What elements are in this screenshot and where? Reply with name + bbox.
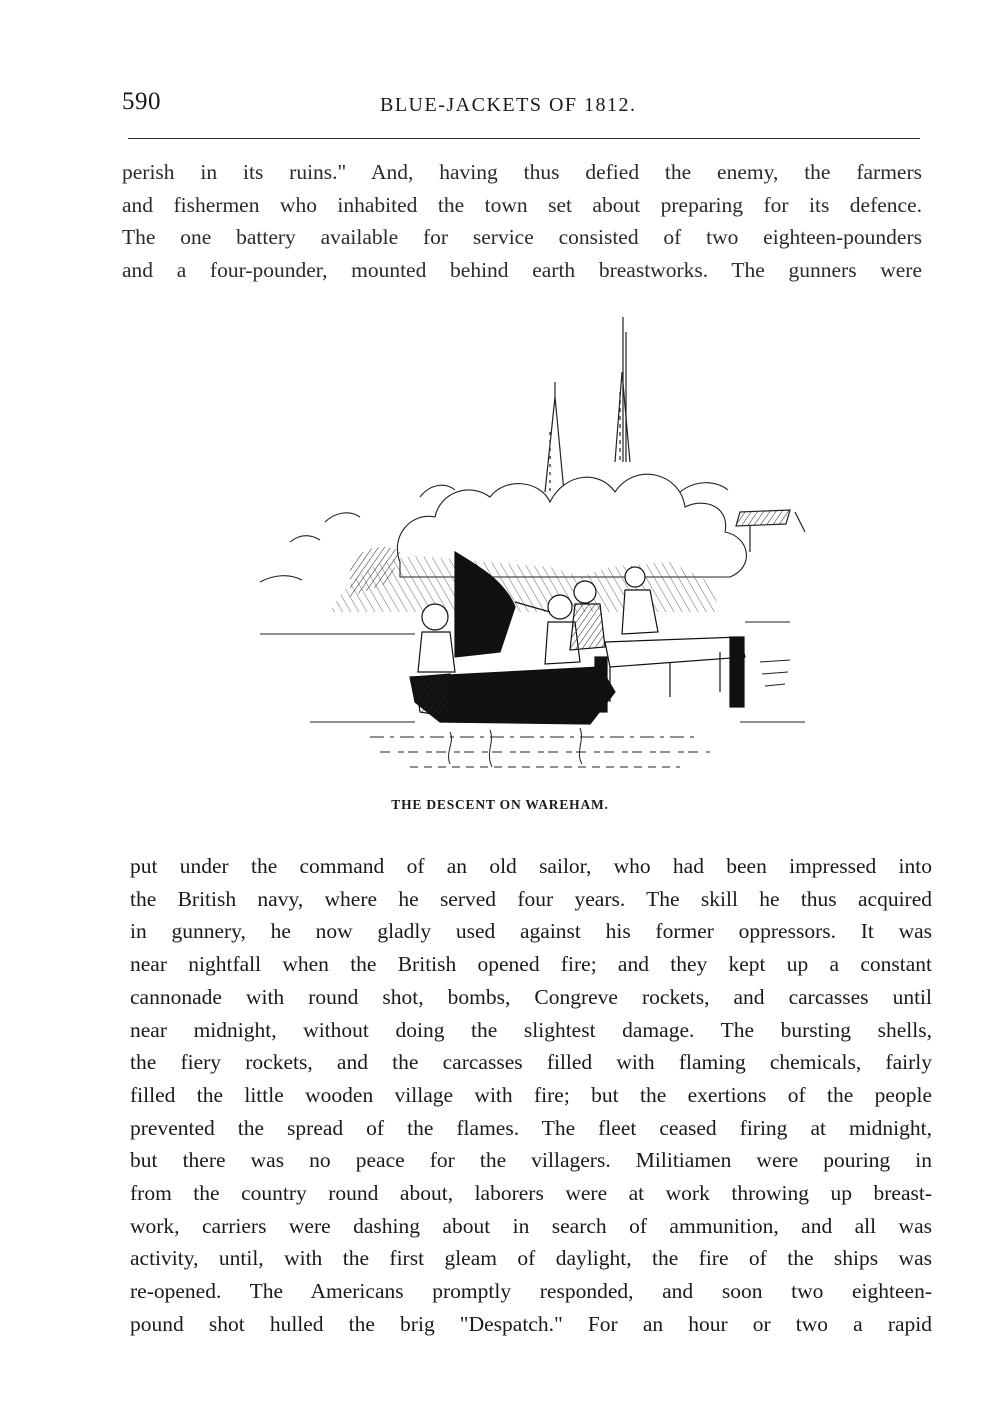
illustration-descent-on-wareham	[250, 312, 810, 777]
text-line: re-opened. The Americans promptly responded, and soon two eighteen-	[130, 1279, 932, 1304]
running-title: BLUE-JACKETS OF 1812.	[380, 94, 637, 116]
paragraph-top	[122, 156, 922, 286]
text-line: pound shot hulled the brig "Despatch." For an hour or two a rapid	[130, 1311, 932, 1336]
header-rule	[128, 138, 920, 139]
text-line: the British navy, where he served four years. The skill he thus acquired	[130, 886, 932, 911]
text-line: activity, until, with the first gleam of daylight, the fire of the ships was	[130, 1246, 932, 1271]
running-head	[122, 88, 922, 122]
text-line: The one battery available for service consisted of two eighteen-pounders	[122, 225, 922, 250]
text-line: work, carriers were dashing about in search of ammunition, and all was	[130, 1213, 932, 1238]
text-line: filled the little wooden village with fire; but the exertions of the people	[130, 1082, 932, 1107]
page-number: 590	[122, 88, 161, 115]
text-line: near midnight, without doing the slightest damage. The bursting shells,	[130, 1017, 932, 1042]
text-line: and fishermen who inhabited the town set about preparing for its defence.	[122, 192, 922, 217]
text-line: perish in its ruins." And, having thus defied the enemy, the farmers	[122, 160, 922, 184]
text-line: prevented the spread of the flames. The fleet ceased firing at midnight,	[130, 1115, 932, 1140]
text-line: put under the command of an old sailor, who had been impressed into	[130, 854, 932, 878]
text-line: cannonade with round shot, bombs, Congreve rockets, and carcasses until	[130, 984, 932, 1009]
sign-board	[736, 510, 805, 552]
text-line: but there was no peace for the villagers. Militiamen were pouring in	[130, 1148, 932, 1173]
jetty-and-wharf	[595, 637, 745, 712]
text-line: the fiery rockets, and the carcasses filled with flaming chemicals, fairly	[130, 1050, 932, 1075]
engraving-sketch	[250, 312, 810, 777]
church-spires	[545, 317, 630, 492]
text-line: near nightfall when the British opened fire; and they kept up a constant	[130, 952, 932, 977]
text-line: and a four-pounder, mounted behind earth breastworks. The gunners were	[122, 257, 922, 282]
figure-caption: THE DESCENT ON WAREHAM.	[391, 797, 609, 812]
paragraph-bottom	[130, 850, 932, 1341]
text-line: in gunnery, he now gladly used against his former oppressors. It was	[130, 919, 932, 944]
text-line: from the country round about, laborers were at work throwing up breast-	[130, 1181, 932, 1206]
